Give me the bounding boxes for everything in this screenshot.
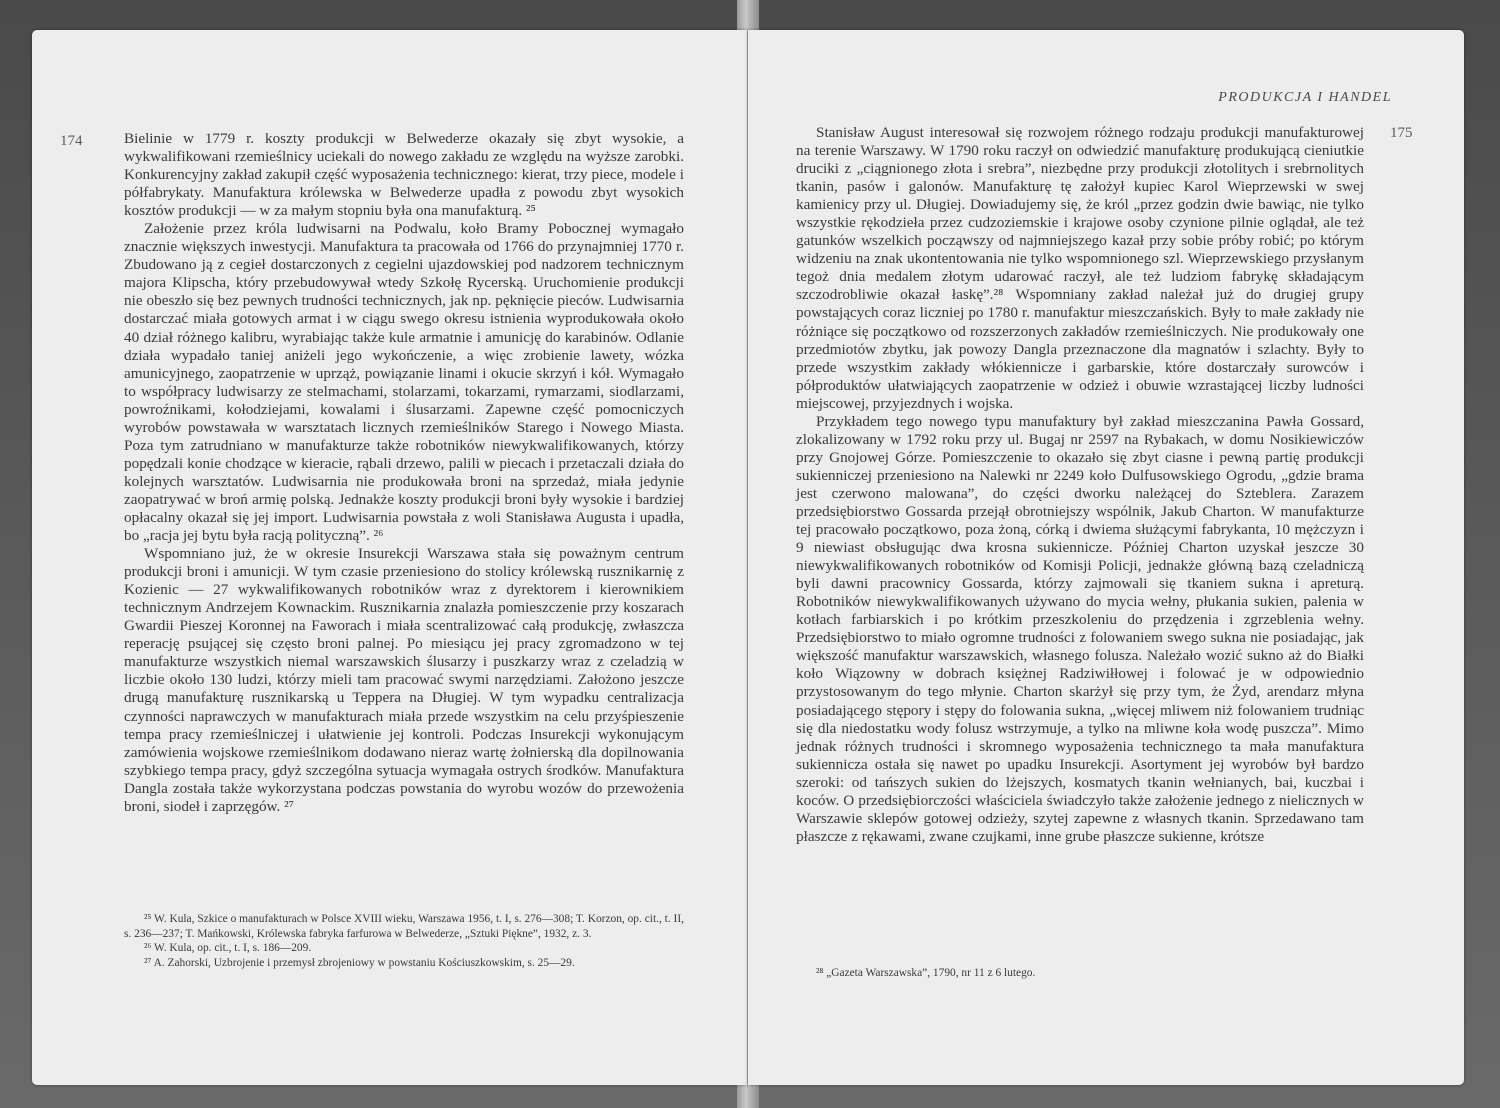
- paragraph: Stanisław August interesował się rozwojem różnego rodzaju produkcji manufakturowej na terenie Warszawy. W 1790 roku raczył on odwiedzić manufakturę produkującą cieniutkie druciki z „ciągnionego złota i srebra”, niezbędne przy produkcji złotolitych i srebrnolitych tkanin, pasów i galonów. Manufakturę tę założył kupiec Karol Wieprzewski w swej kamienicy przy ul. Długiej. Dowiadujemy się, że król „przez godzin dwie bawiąc, nie tylko wszystkie rękodzieła przez cudzoziemskie i krajowe osoby czynione pilnie oglądał, ale też gatunków wszelkich począwszy od najmniejszego kazał przy sobie próby robić; po którym widzeniu na znak ukontentowania nie tylko wspomnionego szl. Wieprzewskiego przysłanym tegoż dnia medalem złotym udarować raczył, ale też ludziom fabrykę składającym szczodrobliwie okazał łaskę”.²⁸ Wspomniany zakład należał już do drugiej grupy powstających coraz liczniej po 1780 r. manufaktur mieszczańskich. Były to małe zakłady nie różniące się początkowo od rozszerzonych zakładów rzemieślniczych. Nie produkowały one przedmiotów zbytku, jak powozy Dangla przeznaczone dla magnatów i szlachty. Były to przede wszystkim zakłady włókiennicze i garbarskie, które dostarczały surowców i półproduktów ułatwiających zaopatrzenie w odzież i obuwie wzrastającej liczby ludności miejscowej, przyjezdnych i wojska.: [796, 124, 1364, 412]
- right-footnotes: [796, 966, 1364, 981]
- left-body-text: [124, 130, 684, 816]
- page-number-right: 175: [1390, 125, 1413, 141]
- footnote: ²⁶ W. Kula, op. cit., t. I, s. 186—209.: [144, 942, 312, 955]
- footnote: ²⁸ „Gazeta Warszawska”, 1790, nr 11 z 6 lutego.: [816, 967, 1036, 979]
- footnote: ²⁵ W. Kula, Szkice o manufakturach w Polsce XVIII wieku, Warszawa 1956, t. I, s. 276—308; T. Korzon, op. cit., t. II, s. 236—237; T. Mańkowski, Królewska fabryka farfurowa w Belwederze, „Sztuki Piękne”, 1932, z. 3.: [124, 913, 684, 940]
- paragraph: Założenie przez króla ludwisarni na Podwalu, koło Bramy Pobocznej wymagało znacznie większych inwestycji. Manufaktura ta pracowała od 1766 do przynajmniej 1770 r. Zbudowano ją z cegieł dostarczonych z cegielni ujazdowskiej pod nadzorem technicznym majora Klipscha, który przebudowywał wtedy Szkołę Rycerską. Uruchomienie produkcji nie obeszło się bez pewnych trudności technicznych, jak np. pęknięcie pieców. Ludwisarnia dostarczać miała gotowych armat i w ciągu swego okresu istnienia wyprodukowała około 40 dział różnego kalibru, wyrabiając także kule armatnie i amunicję do karabinów. Odlanie działa wypadało taniej aniżeli jego wykończenie, a więc zrobienie lawety, wózka amunicyjnego, zaopatrzenie w uprząż, powiązanie linami i okucie skrzyń i kół. Wymagało to współpracy ludwisarzy ze stelmachami, stolarzami, tokarzami, rymarzami, siodlarzami, powroźnikami, kołodziejami, kowalami i ślusarzami. Zapewne część pomocniczych wyrobów powstawała w warsztatach licznych rzemieślników Starego i Nowego Miasta. Poza tym zatrudniano w manufakturze także robotników niewykwalifikowanych, którzy popędzali konie chodzące w kieracie, rąbali drzewo, palili w piecach i przetaczali działa do kolejnych warsztatów. Ludwisarnia nie produkowała broni na sprzedaż, miała jedynie zaopatrywać w broń armię polską. Jednakże koszty produkcji broni były wysokie i bardziej opłacalny okazał się jej import. Ludwisarnia powstała z woli Stanisława Augusta i upadła, bo „racja jej bytu była racją polityczną”. ²⁶: [124, 220, 684, 545]
- footnote: ²⁷ A. Zahorski, Uzbrojenie i przemysł zbrojeniowy w powstaniu Kościuszkowskim, s. 25—29.: [144, 956, 575, 969]
- paragraph: Przykładem tego nowego typu manufaktury był zakład mieszczanina Pawła Gossard, zlokalizowany w 1792 roku przy ul. Bugaj nr 2597 na Rybakach, w domu Nosikiewiczów przy Gnojowej Górze. Pomieszczenie to okazało się zbyt ciasne i pewną partię produkcji sukienniczej przeniesiono na Nalewki nr 2249 koło Dulfusowskiego Ogrodu, „gdzie brama jest czerwono malowana”, do części dworku należącej do Szteblera. Zarazem przedsiębiorstwo Gossarda przejął obrotniejszy wspólnik, Jakub Charton. W manufakturze tej pracowało początkowo, poza żoną, córką i dwiema służącymi fabrykanta, 10 mężczyzn i 9 niewiast obsługując dwa krosna sukiennicze. Później Charton uzyskał jeszcze 30 niewykwalifikowanych robotników od Komisji Policji, jednakże główną bazą czeladniczą byli dawni pracownicy Gossarda, którzy zajmowali się tkaniem sukna i apreturą. Robotników niewykwalifikowanych używano do mycia wełny, płukania sukien, palenia w kotłach farbiarskich i po krótkim przeszkoleniu do przędzenia i zgrzeblenia wełny. Przedsiębiorstwo to miało ogromne trudności z folowaniem swego sukna nie posiadając, jak większość manufaktur warszawskich, własnego folusza. Należało wozić sukno aż do Białki koło Wiązowny w dobrach księżnej Radziwiłłowej i folować je w odpowiednio przystosowanym do tego młynie. Charton skarżył się przy tym, że Żyd, arendarz młyna posiadającego stępory i stępy do folowania sukna, „więcej mliwem niż folowaniem trudniąc się dla niedostatku wody folusz wstrzymuje, a tylko na mliwne koła wodę puszcza”. Mimo jednak różnych trudności i skromnego wyposażenia technicznego ta mała manufaktura sukiennicza ostała się nawet po upadku Insurekcji. Asortyment jej wyrobów był bardzo szeroki: od tańszych sukien do lżejszych, kosmatych tkanin wełnianych, bai, kuczbai i koców. O przedsiębiorczości właściciela świadczyło także założenie jednego z nielicznych w Warszawie sklepów gotowej odzieży, szytej zapewne z własnych tkanin. Sprzedawano tam płaszcze z rękawami, zwane czujkami, inne grube płaszcze sukienne, krótsze: [796, 412, 1364, 845]
- running-header: PRODUKCJA I HANDEL: [1218, 90, 1392, 105]
- left-footnotes: [124, 912, 684, 970]
- page-number-left: 174: [60, 133, 83, 149]
- right-body-text: [796, 124, 1364, 846]
- paragraph: Wspomniano już, że w okresie Insurekcji Warszawa stała się poważnym centrum produkcji broni i amunicji. W tym czasie przeniesiono do stolicy królewską rusznikarnię z Kozienic — 27 wykwalifikowanych robotników wraz z dyrektorem i kierownikiem technicznym Andrzejem Kownackim. Rusznikarnia znalazła pomieszczenie przy koszarach Gwardii Pieszej Koronnej na Faworach i miała scentralizować całą produkcję, zwłaszcza reperację psującej się często broni palnej. Po miesiącu jej pracy zgromadzono w tej manufakturze wszystkich niemal warszawskich ślusarzy i puszkarzy wraz z czeladzią w liczbie około 130 ludzi, którzy mieli tam pracować swymi narzędziami. Założono jeszcze drugą manufakturę rusznikarską u Teppera na Długiej. W tym wypadku centralizacja czynności naprawczych w manufakturach miała przede wszystkim na celu przyśpieszenie tempa pracy rzemieślniczej i ułatwienie jej kontroli. Podczas Insurekcji wykonującym zamówienia wojskowe rzemieślnikom dodawano nieraz wartę żołnierską dla dopilnowania szybkiego tempa pracy, gdyż szczególna sytuacja wymagała ostrych środków. Manufaktura Dangla została także wykorzystana podczas powstania do wyrobu wozów do przewożenia broni, siodeł i zaprzęgów. ²⁷: [124, 545, 684, 815]
- paragraph: Bielinie w 1779 r. koszty produkcji w Belwederze okazały się zbyt wysokie, a wykwalifikowani rzemieślnicy uciekali do nowego zakładu ze względu na wyższe zarobki. Konkurencyjny zakład zakupił część wyposażenia technicznego: kierat, trzy piece, modele i półfabrykaty. Manufaktura królewska w Belwederze upadła z powodu zbyt wysokich kosztów produkcji — w za małym stopniu była ona manufakturą. ²⁵: [124, 130, 684, 220]
